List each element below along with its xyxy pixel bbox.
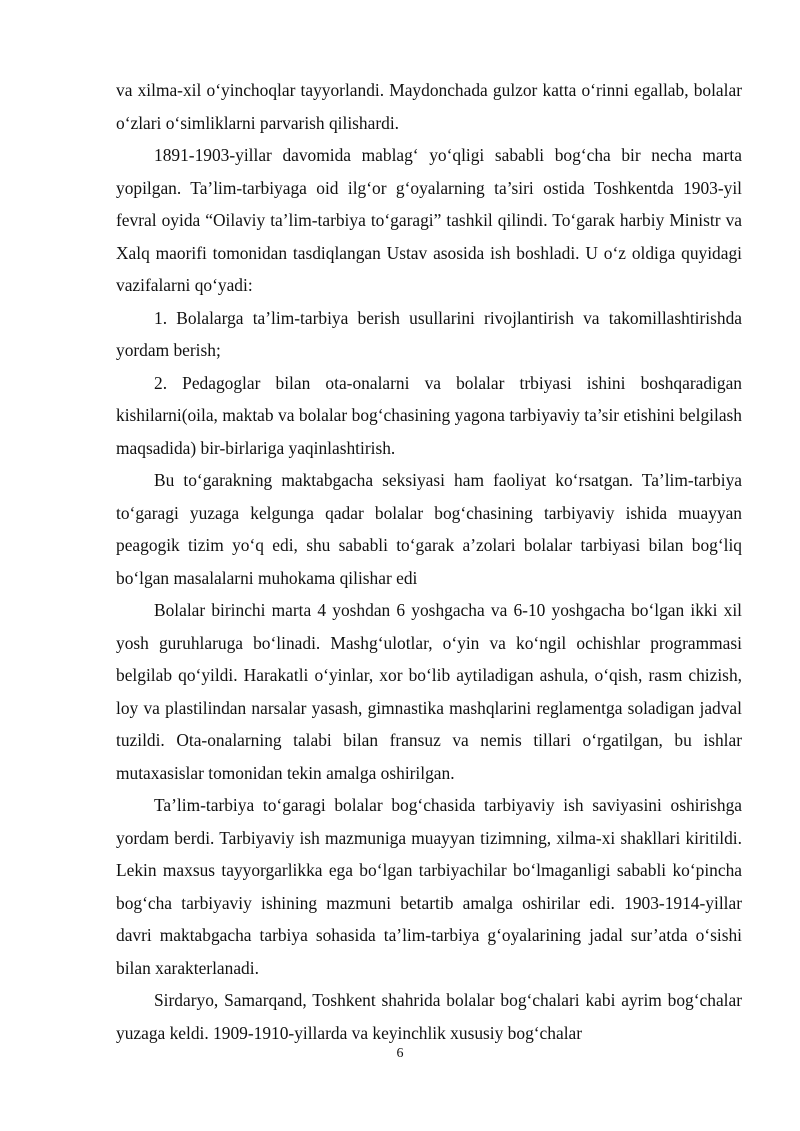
paragraph-results: Ta’lim-tarbiya to‘garagi bolalar bog‘chasida tarbiyaviy ish saviyasini oshirishga yordam berdi. Tarbiyaviy ish mazmuniga muayyan tizimning, xilma-xi shakllari kiritildi. Lekin maxsus tayyorgarlikka ega bo‘lgan tarbiyachilar bo‘lmaganligi sababli ko‘pincha bog‘cha tarbiyaviy ishining mazmuni betartib amalga oshirilar edi. 1903-1914-yillar davri maktabgacha tarbiya sohasida ta’lim-tarbiya g‘oyalarining jadal sur’atda o‘sishi bilan xarakterlanadi.: [116, 795, 742, 978]
body-text: [116, 74, 742, 1049]
paragraph-history: 1891-1903-yillar davomida mablag‘ yo‘qligi sababli bog‘cha bir necha marta yopilgan. Ta’lim-tarbiyaga oid ilg‘or g‘oyalarning ta’siri ostida Toshkentda 1903-yil fevral oyida “Oilaviy ta’lim-tarbiya to‘garagi” tashkil qilindi. To‘garak harbiy Ministr va Xalq maorifi tomonidan tasdiqlangan Ustav asosida ish boshladi. U o‘z oldiga quyidagi vazifalarni qo‘yadi:: [116, 145, 742, 295]
paragraph-cities: Sirdaryo, Samarqand, Toshkent shahrida bolalar bog‘chalari kabi ayrim bog‘chalar yuzaga keldi. 1909-1910-yillarda va keyinchlik xususiy bog‘chalar: [116, 990, 742, 1043]
page-number: 6: [396, 1046, 404, 1061]
list-item-2: 2. Pedagoglar bilan ota-onalarni va bolalar trbiyasi ishini boshqaradigan kishilarni(oila, maktab va bolalar bog‘chasining yagona tarbiyaviy ta’sir etishini belgilash maqsadida) bir-birlariga yaqinlashtirish.: [116, 372, 742, 458]
paragraph-section: Bu to‘garakning maktabgacha seksiyasi ham faoliyat ko‘rsatgan. Ta’lim-tarbiya to‘garagi yuzaga kelgunga qadar bolalar bog‘chasining tarbiyaviy ishida muayyan peagogik tizim yo‘q edi, shu sababli to‘garak a’zolari bolalar tarbiyasi bilan bog‘liq bo‘lgan masalalarni muhokama qilishar edi: [116, 470, 742, 588]
paragraph-continuation: va xilma-xil o‘yinchoqlar tayyorlandi. Maydonchada gulzor katta o‘rinni egallab, bolalar o‘zlari o‘simliklarni parvarish qilishardi.: [116, 80, 742, 133]
list-item-1: 1. Bolalarga ta’lim-tarbiya berish usullarini rivojlantirish va takomillashtirishda yordam berish;: [116, 307, 742, 360]
paragraph-age-groups: Bolalar birinchi marta 4 yoshdan 6 yoshgacha va 6-10 yoshgacha bo‘lgan ikki xil yosh guruhlaruga bo‘linadi. Mashg‘ulotlar, o‘yin va ko‘ngil ochishlar programmasi belgilab qo‘yildi. Harakatli o‘yinlar, xor bo‘lib aytiladigan ashula, o‘qish, rasm chizish, loy va plastilindan narsalar yasash, gimnastika mashqlarini reglamentga soladigan jadval tuzildi. Ota-onalarning talabi bilan fransuz va nemis tillari o‘rgatilgan, bu ishlar mutaxasislar tomonidan tekin amalga oshirilgan.: [116, 600, 742, 783]
